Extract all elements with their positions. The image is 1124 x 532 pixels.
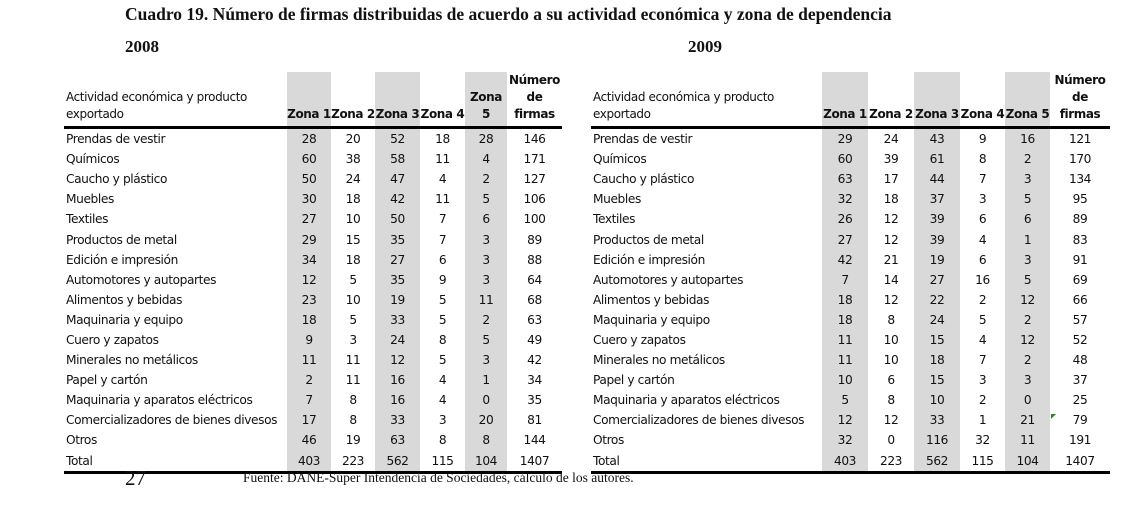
cell-value: 63 [527,312,542,327]
table-row [64,128,562,150]
cell-value: 104 [1005,451,1050,473]
cell-value: 15 [345,232,361,247]
cell-value: 5 [438,353,447,368]
table-row [591,330,1110,350]
cell-value: 6 [978,252,987,267]
cell-value: 5 [349,312,357,327]
cell-value: 46 [287,430,331,450]
table-row [64,350,562,370]
cell-value: 37 [1072,373,1088,388]
cell-value: 25 [1072,393,1088,408]
table-row [64,310,562,330]
cell-value: 33 [375,310,420,330]
cell-value: 5 [465,330,507,350]
activity-label: Caucho y plástico [66,172,168,187]
cell-value: 47 [375,169,420,189]
cell-value: 11 [287,350,331,370]
cell-value: 66 [1072,292,1088,307]
cell-value: 9 [978,132,987,147]
cell-value: 28 [287,128,331,150]
cell-value: 18 [914,350,960,370]
cell-value: 2 [978,292,987,307]
cell-value: 42 [375,189,420,209]
cell-value: 42 [527,353,542,368]
activity-label: Automotores y autopartes [66,272,217,287]
table-row [591,169,1110,189]
header-row [591,72,1110,128]
cell-value: 6 [438,252,447,267]
cell-value: 8 [465,430,507,450]
column-header: Zona 5 [1005,72,1050,128]
cell-value: 17 [883,172,899,187]
column-header: Zona 1 [822,72,868,128]
activity-label: Automotores y autopartes [593,272,744,287]
column-header: Zona 5 [465,72,507,128]
cell-value: 3 [438,413,447,428]
cell-value: 35 [375,270,420,290]
cell-value: 89 [1072,212,1088,227]
cell-value: 34 [287,250,331,270]
cell-value: 1407 [1050,451,1110,473]
cell-value: 5 [438,312,447,327]
cell-value: 12 [1005,290,1050,310]
cell-value: 89 [527,232,542,247]
activity-label: Prendas de vestir [593,132,693,147]
cell-value: 11 [435,152,450,167]
activity-label: Otros [66,433,97,448]
table-row [64,290,562,310]
cell-value: 5 [1005,189,1050,209]
cell-value: 5 [822,390,868,410]
cell-value: 5 [438,292,447,307]
cell-value: 7 [978,353,987,368]
cell-value: 27 [822,229,868,249]
cell-value: 18 [435,132,450,147]
cell-value: 21 [1005,410,1050,430]
cell-value: 115 [420,451,465,473]
cell-value: 8 [349,413,357,428]
cell-value: 43 [914,128,960,150]
table-row [64,270,562,290]
cell-value: 104 [465,451,507,473]
cell-value: 20 [465,410,507,430]
cell-value: 17 [287,410,331,430]
cell-value: 7 [287,390,331,410]
cell-value: 3 [1005,370,1050,390]
column-header: Zona 3 [914,72,960,128]
cell-value: 8 [978,152,987,167]
activity-label: Otros [593,433,624,448]
cell-value: 5 [349,272,357,287]
activity-label: Cuero y zapatos [66,332,159,347]
cell-value: 30 [287,189,331,209]
cell-value: 14 [883,272,899,287]
table-row [591,350,1110,370]
cell-value: 170 [1068,152,1092,167]
column-header: Zona 4 [420,72,465,128]
cell-value: 11 [465,290,507,310]
cell-value: 39 [914,229,960,249]
cell-value: 24 [883,132,899,147]
cell-value: 9 [438,272,447,287]
cell-value: 18 [822,310,868,330]
cell-value: 8 [887,312,895,327]
cell-value: 2 [465,310,507,330]
cell-value: 223 [331,451,375,473]
cell-value: 48 [1072,353,1088,368]
cell-value: 11 [435,192,450,207]
cell-value: 33 [914,410,960,430]
table-row [591,229,1110,249]
cell-value: 60 [822,149,868,169]
cell-value: 27 [287,209,331,229]
cell-value: 6 [978,212,987,227]
cell-value: 11 [1005,430,1050,450]
cell-value: 10 [914,390,960,410]
cell-value: 121 [1068,132,1092,147]
activity-label: Muebles [66,192,114,207]
activity-label: Total [64,451,287,473]
cell-value: 22 [914,290,960,310]
cell-value: 11 [822,350,868,370]
cell-value: 403 [287,451,331,473]
cell-value: 3 [349,332,357,347]
cell-value: 63 [822,169,868,189]
cell-value: 1 [1005,229,1050,249]
cell-value: 44 [914,169,960,189]
cell-value: 7 [822,270,868,290]
cell-value: 3 [465,250,507,270]
total-row [591,451,1110,473]
table-row [591,128,1110,150]
cell-value: 57 [1072,312,1088,327]
cell-value: 18 [345,192,361,207]
cell-value: 95 [1072,192,1088,207]
activity-label: Minerales no metálicos [66,353,198,368]
cell-value: 3 [465,350,507,370]
activity-label: Maquinaria y equipo [66,312,183,327]
cell-value: 3 [465,229,507,249]
table-row [64,189,562,209]
cell-value: 3 [1005,169,1050,189]
activity-label: Comercializadores de bienes divesos [66,413,278,428]
cell-value: 19 [375,290,420,310]
table-row [591,149,1110,169]
activity-label: Cuero y zapatos [593,332,686,347]
cell-value: 0 [1005,390,1050,410]
cell-value: 12 [883,232,899,247]
cell-value: 91 [1072,252,1088,267]
cell-value: 10 [345,212,361,227]
cell-value: 49 [527,332,542,347]
cell-value: 0 [887,433,895,448]
cell-value: 127 [523,172,546,187]
table-2008 [64,72,562,474]
cell-value: 15 [914,330,960,350]
cell-value: 5 [1005,270,1050,290]
cell-value: 9 [287,330,331,350]
table-row [64,330,562,350]
cell-value: 12 [883,292,899,307]
cell-value: 12 [375,350,420,370]
table-row [64,149,562,169]
column-header: Zona 2 [331,72,375,128]
table-row [591,370,1110,390]
cell-value: 7 [978,172,987,187]
activity-label: Minerales no metálicos [593,353,725,368]
cell-value: 29 [822,128,868,150]
cell-value: 3 [465,270,507,290]
table-row [591,209,1110,229]
table-2009 [591,72,1110,474]
cell-value: 20 [345,132,361,147]
cell-value: 35 [375,229,420,249]
cell-value: 23 [287,290,331,310]
table-row [591,189,1110,209]
cell-value: 12 [883,212,899,227]
cell-value: 83 [1072,232,1088,247]
cell-value: 52 [1072,332,1088,347]
table-row [64,410,562,430]
cell-value: 2 [978,393,987,408]
cell-value: 562 [375,451,420,473]
cell-comment-marker [1051,414,1056,419]
cell-value: 1407 [507,451,562,473]
table-row [64,430,562,450]
cell-value: 8 [887,393,895,408]
header-row [64,72,562,128]
cell-value: 6 [1005,209,1050,229]
cell-value: 1 [465,370,507,390]
cell-value: 38 [345,152,361,167]
activity-label: Maquinaria y aparatos eléctricos [593,393,780,408]
cell-value: 12 [822,410,868,430]
cell-value: 171 [523,152,546,167]
cell-value: 16 [1005,128,1050,150]
cell-value: 27 [375,250,420,270]
cell-value: 562 [914,451,960,473]
cell-value: 24 [345,172,361,187]
activity-label: Productos de metal [66,232,177,247]
cell-value: 34 [527,373,542,388]
cell-value: 10 [345,292,361,307]
cell-value: 2 [465,169,507,189]
activity-label: Químicos [66,152,120,167]
cell-value: 106 [523,192,546,207]
source-note: Fuente: DANE-Súper Intendencia de Sociedades, cálculo de los autores. [243,470,634,485]
cell-value: 4 [465,149,507,169]
column-header: Número de firmas [507,72,562,128]
activity-label: Químicos [593,152,647,167]
cell-value: 19 [345,433,361,448]
cell-value: 134 [1068,172,1092,187]
cell-value: 100 [523,212,546,227]
table-row [591,270,1110,290]
cell-value: 4 [438,393,447,408]
cell-value: 32 [975,433,990,448]
table-row [591,250,1110,270]
cell-value: 144 [523,433,546,448]
activity-label: Total [591,451,822,473]
cell-value: 146 [523,132,546,147]
table-row [591,390,1110,410]
activity-label: Comercializadores de bienes divesos [593,413,805,428]
cell-value: 16 [975,272,990,287]
cell-value: 4 [978,332,987,347]
cell-value: 4 [438,373,447,388]
page-number: 27 [125,466,146,490]
cell-value: 16 [375,390,420,410]
activity-label: Edición e impresión [66,252,178,267]
activity-label: Maquinaria y equipo [593,312,710,327]
cell-value: 18 [345,252,361,267]
activity-label: Papel y cartón [66,373,148,388]
year-heading-2008: 2008 [125,37,159,56]
activity-label: Alimentos y bebidas [593,292,710,307]
cell-value: 60 [287,149,331,169]
cell-value: 6 [887,373,895,388]
cell-value: 10 [883,353,899,368]
cell-value: 69 [1072,272,1088,287]
cell-value: 24 [375,330,420,350]
cell-value: 68 [527,292,542,307]
cell-value: 37 [914,189,960,209]
column-header: Zona 4 [960,72,1005,128]
activity-label: Muebles [593,192,641,207]
column-header: Zona 3 [375,72,420,128]
cell-value: 28 [465,128,507,150]
cell-value: 4 [438,172,447,187]
activity-label: Maquinaria y aparatos eléctricos [66,393,253,408]
activity-label: Prendas de vestir [66,132,166,147]
cell-value: 8 [349,393,357,408]
cell-value: 35 [527,393,542,408]
column-header: Zona 1 [287,72,331,128]
activity-label: Alimentos y bebidas [66,292,183,307]
cell-value: 11 [822,330,868,350]
table-row [591,410,1110,430]
cell-value: 12 [883,413,899,428]
activity-label: Textiles [593,212,636,227]
table-row [591,430,1110,450]
cell-value: 50 [287,169,331,189]
cell-value: 64 [527,272,542,287]
cell-value: 8 [438,332,447,347]
activity-label: Caucho y plástico [593,172,695,187]
cell-value: 12 [1005,330,1050,350]
cell-value: 3 [1005,250,1050,270]
column-header: Actividad económica y producto exportado [591,72,822,128]
cell-value: 7 [438,212,447,227]
table-row [64,169,562,189]
cell-value: 50 [375,209,420,229]
cell-value: 63 [375,430,420,450]
table-row [591,310,1110,330]
column-header: Zona 2 [868,72,914,128]
cell-value: 10 [822,370,868,390]
cell-value: 18 [287,310,331,330]
cell-value: 7 [438,232,447,247]
cell-value: 24 [914,310,960,330]
cell-value: 8 [438,433,447,448]
cell-value: 6 [465,209,507,229]
column-header: Número de firmas [1050,72,1110,128]
table-row [64,390,562,410]
table-row [64,370,562,390]
table-row [64,250,562,270]
cell-value: 15 [914,370,960,390]
cell-value: 18 [883,192,899,207]
table-row [64,229,562,249]
cell-value: 21 [883,252,899,267]
cell-value: 26 [822,209,868,229]
cell-value: 3 [978,373,987,388]
table-caption: Cuadro 19. Número de firmas distribuidas de acuerdo a su actividad económica y zona de dependencia [125,4,892,24]
cell-value: 115 [960,451,1005,473]
cell-value: 116 [914,430,960,450]
cell-value: 39 [883,152,899,167]
cell-value: 5 [978,312,987,327]
cell-value: 58 [375,149,420,169]
cell-value: 1 [978,413,987,428]
column-header: Actividad económica y producto exportado [64,72,287,128]
cell-value: 2 [1005,310,1050,330]
cell-value: 42 [822,250,868,270]
table-row [64,209,562,229]
activity-label: Textiles [66,212,109,227]
cell-value: 403 [822,451,868,473]
cell-value: 11 [345,353,361,368]
cell-value: 11 [345,373,361,388]
cell-value: 27 [914,270,960,290]
cell-value: 32 [822,430,868,450]
activity-label: Papel y cartón [593,373,675,388]
cell-value: 29 [287,229,331,249]
table-row [591,290,1110,310]
cell-value: 2 [1005,149,1050,169]
cell-value: 33 [375,410,420,430]
cell-value: 5 [465,189,507,209]
cell-value: 191 [1068,433,1092,448]
cell-value: 52 [375,128,420,150]
cell-value: 39 [914,209,960,229]
activity-label: Productos de metal [593,232,704,247]
cell-value: 88 [527,252,542,267]
cell-value: 223 [868,451,914,473]
cell-value: 18 [822,290,868,310]
year-heading-2009: 2009 [688,37,722,56]
cell-value: 16 [375,370,420,390]
cell-value: 4 [978,232,987,247]
cell-value: 0 [465,390,507,410]
cell-value: 10 [883,332,899,347]
cell-value: 3 [978,192,987,207]
cell-value: 2 [1005,350,1050,370]
cell-value: 61 [914,149,960,169]
cell-value: 32 [822,189,868,209]
activity-label: Edición e impresión [593,252,705,267]
cell-value: 2 [287,370,331,390]
cell-value: 12 [287,270,331,290]
cell-value: 19 [914,250,960,270]
cell-value: 81 [527,413,542,428]
cell-value: 79 [1072,413,1088,428]
